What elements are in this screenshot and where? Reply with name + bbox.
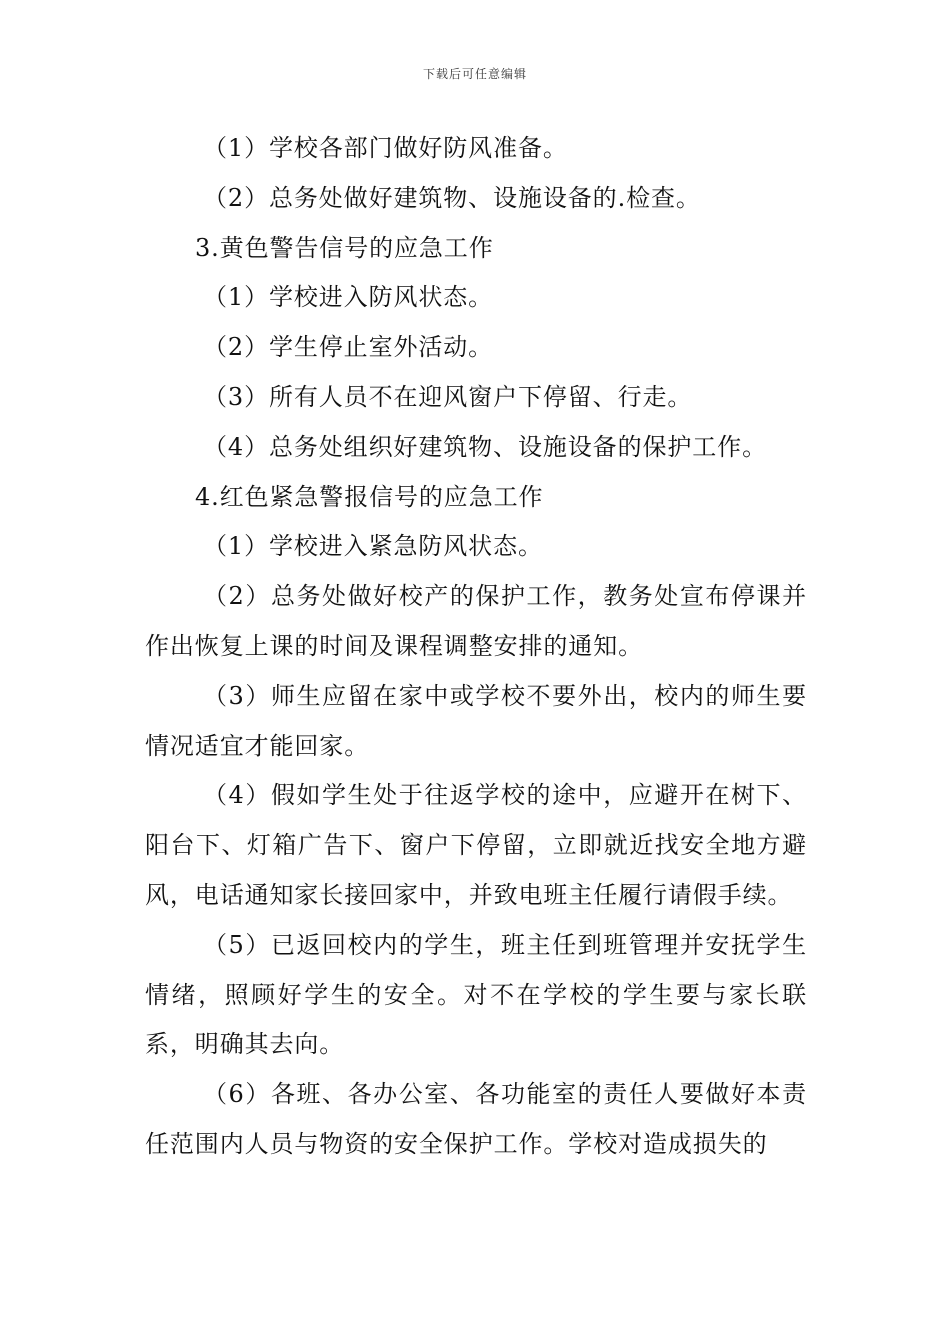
paragraph-10: （2）总务处做好校产的保护工作，教务处宣布停课并作出恢复上课的时间及课程调整安排的通知。 [145, 582, 807, 660]
paragraph-14: （6）各班、各办公室、各功能室的责任人要做好本责任范围内人员与物资的安全保护工作。学校对造成损失的 [145, 1080, 807, 1158]
paragraph-7: （4）总务处组织好建筑物、设施设备的保护工作。 [203, 432, 767, 461]
paragraph-12: （4）假如学生处于往返学校的途中，应避开在树下、阳台下、灯箱广告下、窗户下停留，立即就近找安全地方避风，电话通知家长接回家中，并致电班主任履行请假手续。 [145, 781, 807, 909]
paragraph-9: （1）学校进入紧急防风状态。 [203, 532, 543, 561]
paragraph-5: （2）学生停止室外活动。 [203, 333, 494, 362]
document-body [145, 124, 807, 1170]
section-heading-yellow-signal: 3.黄色警告信号的应急工作 [195, 233, 494, 262]
page-header-note: 下载后可任意编辑 [422, 67, 527, 81]
paragraph-1: （1）学校各部门做好防风准备。 [203, 134, 568, 162]
section-heading-red-signal: 4.红色紧急警报信号的应急工作 [195, 482, 544, 511]
paragraph-11: （3）师生应留在家中或学校不要外出，校内的师生要情况适宜才能回家。 [145, 681, 807, 760]
paragraph-4: （1）学校进入防风状态。 [203, 283, 494, 312]
paragraph-13: （5）已返回校内的学生，班主任到班管理并安抚学生情绪，照顾好学生的安全。对不在学校的学生要与家长联系，明确其去向。 [145, 930, 807, 1059]
paragraph-2: （2）总务处做好建筑物、设施设备的.检查。 [203, 183, 701, 212]
paragraph-6: （3）所有人员不在迎风窗户下停留、行走。 [203, 382, 693, 411]
